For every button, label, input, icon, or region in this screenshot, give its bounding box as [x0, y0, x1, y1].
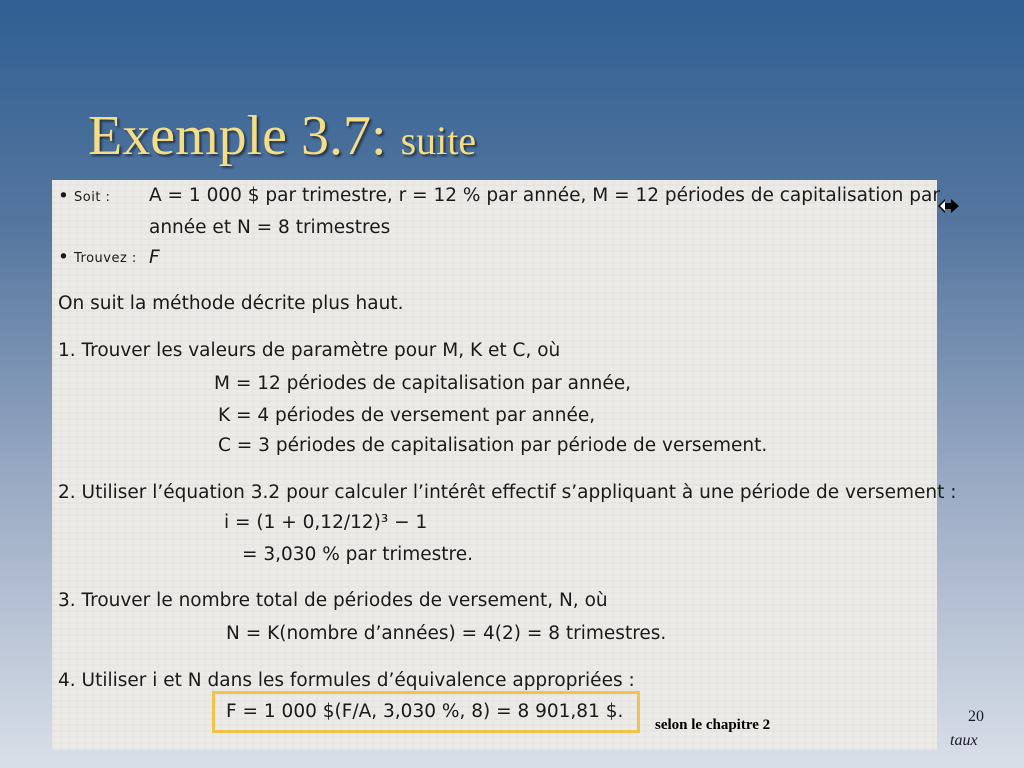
diamond-arrow-icon[interactable] — [937, 196, 961, 221]
step-1: 1. Trouver les valeurs de paramètre pour M, K et C, où — [58, 340, 561, 361]
step-1-c: C = 3 périodes de capitalisation par période de versement. — [218, 435, 768, 456]
trouvez-bullet: • — [58, 247, 69, 268]
trouvez-label: Trouvez : — [74, 251, 137, 266]
soit-line-1: A = 1 000 $ par trimestre, r = 12 % par année, M = 12 périodes de capitalisation par — [149, 185, 940, 206]
trouvez-value: F — [149, 247, 160, 268]
slide-title-main: Exemple 3.7: — [88, 105, 387, 167]
slide-title-sub: suite — [400, 118, 477, 163]
scanned-textbook-page — [52, 180, 957, 750]
step-4-eq: F = 1 000 $(F/A, 3,030 %, 8) = 8 901,81 $. — [226, 701, 624, 722]
soit-label: Soit : — [74, 190, 111, 205]
soit-bullet: • — [58, 186, 69, 207]
intro-text: On suit la méthode décrite plus haut. — [58, 293, 404, 314]
footer-note: taux — [950, 732, 978, 749]
step-2: 2. Utiliser l’équation 3.2 pour calculer l’intérêt effectif s’appliquant à une période de versement : — [58, 482, 957, 503]
step-2-eq-2: = 3,030 % par trimestre. — [242, 544, 474, 565]
soit-line-2: année et N = 8 trimestres — [149, 217, 391, 238]
step-3: 3. Trouver le nombre total de périodes de versement, N, où — [58, 590, 608, 611]
step-1-m: M = 12 périodes de capitalisation par année, — [214, 373, 632, 394]
step-2-eq-1: i = (1 + 0,12/12)³ − 1 — [224, 512, 428, 533]
step-4: 4. Utiliser i et N dans les formules d’équivalence appropriées : — [58, 670, 635, 691]
step-1-k: K = 4 périodes de versement par année, — [218, 405, 596, 426]
chapter-annotation: selon le chapitre 2 — [655, 717, 771, 733]
slide-title — [88, 104, 476, 173]
page-number: 20 — [968, 708, 984, 725]
step-3-eq: N = K(nombre d’années) = 4(2) = 8 trimestres. — [226, 623, 667, 644]
